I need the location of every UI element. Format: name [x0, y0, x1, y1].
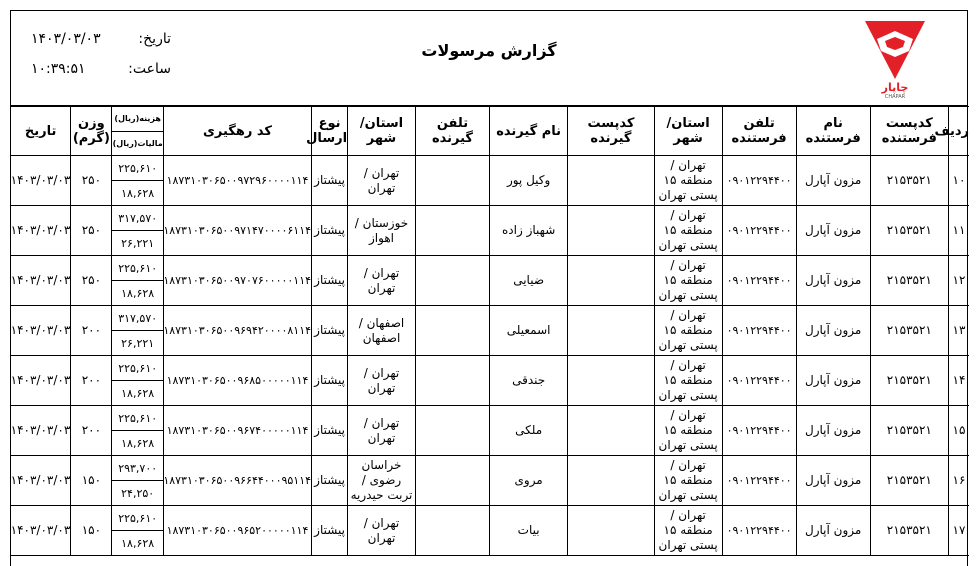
fee-tax-cell: [112, 256, 163, 306]
sender-city-cell: تهران / منطقه ۱۵ پستی تهران: [654, 306, 722, 356]
tracking-cell: ۱۸۷۳۱۰۳۰۶۵۰۰۹۶۵۲۰۰۰۰۰۱۱۴: [163, 506, 311, 556]
chapar-logo: [863, 17, 927, 99]
col-sender-phone: تلفن فرستنده: [722, 107, 796, 156]
fee-tax-cell: [112, 456, 163, 506]
sender-city-cell: تهران / منطقه ۱۵ پستی تهران: [654, 506, 722, 556]
weight-cell: ۲۰۰: [71, 306, 112, 356]
sender-city-cell: تهران / منطقه ۱۵ پستی تهران: [654, 206, 722, 256]
table-row: [11, 506, 969, 556]
sender-id-cell: ۲۱۵۳۵۲۱: [870, 306, 948, 356]
sender-phone-cell: ۰۹۰۱۲۲۹۴۴۰۰: [722, 406, 796, 456]
sender-name-cell: مزون آپارل: [796, 456, 870, 506]
col-sender-city: استان/ شهر: [654, 107, 722, 156]
tax-value: ۱۸,۶۲۸: [112, 530, 162, 555]
receiver-name-cell: مروی: [490, 456, 568, 506]
send-type-cell: پیشتاز: [312, 206, 348, 256]
sender-id-cell: ۲۱۵۳۵۲۱: [870, 156, 948, 206]
sender-phone-cell: ۰۹۰۱۲۲۹۴۴۰۰: [722, 456, 796, 506]
sender-phone-cell: ۰۹۰۱۲۲۹۴۴۰۰: [722, 506, 796, 556]
tracking-cell: ۱۸۷۳۱۰۳۰۶۵۰۰۹۶۶۴۴۰۰۰۹۵۱۱۴: [163, 456, 311, 506]
sender-id-cell: ۲۱۵۳۵۲۱: [870, 456, 948, 506]
col-tax: مالیات(ریال): [112, 131, 162, 156]
col-fee-tax: [112, 107, 163, 156]
fee-tax-cell: [112, 306, 163, 356]
tax-value: ۱۸,۶۲۸: [112, 380, 162, 405]
receiver-name-cell: ضیایی: [490, 256, 568, 306]
sender-name-cell: مزون آپارل: [796, 156, 870, 206]
receiver-city-cell: خوزستان / اهواز: [348, 206, 416, 256]
sender-name-cell: مزون آپارل: [796, 306, 870, 356]
receiver-city-cell: خراسان رضوی / تربت حیدریه: [348, 456, 416, 506]
receiver-name-cell: وکیل پور: [490, 156, 568, 206]
sender-city-cell: تهران / منطقه ۱۵ پستی تهران: [654, 156, 722, 206]
sender-name-cell: مزون آپارل: [796, 506, 870, 556]
receiver-id-cell: [568, 406, 654, 456]
tracking-cell: ۱۸۷۳۱۰۳۰۶۵۰۰۹۷۰۷۶۰۰۰۰۰۱۱۴: [163, 256, 311, 306]
fee-value: ۲۲۵,۶۱۰: [118, 261, 158, 275]
table-row: [11, 156, 969, 206]
tax-value: ۱۸,۶۲۸: [112, 280, 162, 305]
col-tracking: کد رهگیری: [163, 107, 311, 156]
date-cell: ۱۴۰۳/۰۳/۰۳: [11, 406, 71, 456]
date-value: ۱۴۰۳/۰۳/۰۳: [31, 31, 101, 47]
tax-value: ۱۸,۶۲۸: [112, 180, 162, 205]
tracking-cell: ۱۸۷۳۱۰۳۰۶۵۰۰۹۶۷۴۰۰۰۰۰۱۱۴: [163, 406, 311, 456]
date-cell: ۱۴۰۳/۰۳/۰۳: [11, 306, 71, 356]
weight-cell: ۲۰۰: [71, 406, 112, 456]
report-header: [11, 11, 967, 106]
col-weight: وزن (گرم): [71, 107, 112, 156]
receiver-phone-cell: [415, 456, 489, 506]
sender-id-cell: ۲۱۵۳۵۲۱: [870, 406, 948, 456]
receiver-phone-cell: [415, 506, 489, 556]
receiver-id-cell: [568, 456, 654, 506]
weight-cell: ۲۰۰: [71, 356, 112, 406]
table-row: [11, 306, 969, 356]
table-row: [11, 356, 969, 406]
table-row: [11, 256, 969, 306]
sender-phone-cell: ۰۹۰۱۲۲۹۴۴۰۰: [722, 356, 796, 406]
chapar-logo-icon: [863, 17, 927, 99]
fee-value: ۲۲۵,۶۱۰: [118, 511, 158, 525]
receiver-city-cell: تهران / تهران: [348, 356, 416, 406]
send-type-cell: پیشتاز: [312, 306, 348, 356]
sender-city-cell: تهران / منطقه ۱۵ پستی تهران: [654, 406, 722, 456]
time-value: ۱۰:۳۹:۵۱: [31, 61, 86, 77]
sender-name-cell: مزون آپارل: [796, 256, 870, 306]
send-type-cell: پیشتاز: [312, 356, 348, 406]
date-cell: ۱۴۰۳/۰۳/۰۳: [11, 506, 71, 556]
receiver-id-cell: [568, 506, 654, 556]
row-cell: ۱۰: [948, 156, 969, 206]
sender-city-cell: تهران / منطقه ۱۵ پستی تهران: [654, 356, 722, 406]
shipments-table: [11, 106, 969, 556]
fee-tax-cell: [112, 206, 163, 256]
svg-text:CHAPAR: CHAPAR: [884, 94, 906, 100]
receiver-name-cell: ملکی: [490, 406, 568, 456]
tax-value: ۲۴,۲۵۰: [112, 480, 162, 505]
fee-value: ۲۲۵,۶۱۰: [118, 361, 158, 375]
report-title: گزارش مرسولات: [421, 41, 557, 60]
col-receiver-city: استان/ شهر: [348, 107, 416, 156]
tax-value: ۱۸,۶۲۸: [112, 430, 162, 455]
report-page: [10, 10, 968, 566]
sender-city-cell: تهران / منطقه ۱۵ پستی تهران: [654, 256, 722, 306]
fee-tax-cell: [112, 156, 163, 206]
col-fee: هزینه(ریال): [114, 114, 161, 124]
sender-name-cell: مزون آپارل: [796, 406, 870, 456]
sender-name-cell: مزون آپارل: [796, 356, 870, 406]
date-cell: ۱۴۰۳/۰۳/۰۳: [11, 356, 71, 406]
date-cell: ۱۴۰۳/۰۳/۰۳: [11, 456, 71, 506]
receiver-name-cell: شهباز زاده: [490, 206, 568, 256]
col-sender-id: کدپست فرستنده: [870, 107, 948, 156]
sender-name-cell: مزون آپارل: [796, 206, 870, 256]
send-type-cell: پیشتاز: [312, 256, 348, 306]
receiver-city-cell: تهران / تهران: [348, 256, 416, 306]
row-cell: ۱۴: [948, 356, 969, 406]
send-type-cell: پیشتاز: [312, 506, 348, 556]
fee-value: ۲۹۳,۷۰۰: [118, 461, 158, 475]
receiver-name-cell: اسمعیلی: [490, 306, 568, 356]
receiver-city-cell: تهران / تهران: [348, 506, 416, 556]
fee-value: ۲۲۵,۶۱۰: [118, 411, 158, 425]
row-cell: ۱۶: [948, 456, 969, 506]
date-cell: ۱۴۰۳/۰۳/۰۳: [11, 156, 71, 206]
col-sender-name: نام فرستنده: [796, 107, 870, 156]
receiver-id-cell: [568, 156, 654, 206]
sender-city-cell: تهران / منطقه ۱۵ پستی تهران: [654, 456, 722, 506]
sender-phone-cell: ۰۹۰۱۲۲۹۴۴۰۰: [722, 306, 796, 356]
receiver-id-cell: [568, 256, 654, 306]
tracking-cell: ۱۸۷۳۱۰۳۰۶۵۰۰۹۶۹۴۲۰۰۰۰۸۱۱۴: [163, 306, 311, 356]
date-label: تاریخ:: [138, 31, 171, 47]
date-cell: ۱۴۰۳/۰۳/۰۳: [11, 206, 71, 256]
receiver-id-cell: [568, 356, 654, 406]
fee-value: ۳۱۷,۵۷۰: [118, 211, 158, 225]
fee-value: ۲۲۵,۶۱۰: [118, 161, 158, 175]
receiver-id-cell: [568, 206, 654, 256]
receiver-city-cell: تهران / تهران: [348, 406, 416, 456]
date-cell: ۱۴۰۳/۰۳/۰۳: [11, 256, 71, 306]
sender-phone-cell: ۰۹۰۱۲۲۹۴۴۰۰: [722, 206, 796, 256]
receiver-name-cell: بیات: [490, 506, 568, 556]
receiver-phone-cell: [415, 306, 489, 356]
row-cell: ۱۷: [948, 506, 969, 556]
row-cell: ۱۲: [948, 256, 969, 306]
weight-cell: ۱۵۰: [71, 506, 112, 556]
col-receiver-name: نام گیرنده: [490, 107, 568, 156]
table-header-row: [11, 107, 969, 156]
sender-phone-cell: ۰۹۰۱۲۲۹۴۴۰۰: [722, 256, 796, 306]
col-receiver-phone: تلفن گیرنده: [415, 107, 489, 156]
send-type-cell: پیشتاز: [312, 456, 348, 506]
send-type-cell: پیشتاز: [312, 156, 348, 206]
receiver-id-cell: [568, 306, 654, 356]
tracking-cell: ۱۸۷۳۱۰۳۰۶۵۰۰۹۶۸۵۰۰۰۰۰۱۱۴: [163, 356, 311, 406]
tracking-cell: ۱۸۷۳۱۰۳۰۶۵۰۰۹۷۱۴۷۰۰۰۰۶۱۱۴: [163, 206, 311, 256]
receiver-city-cell: اصفهان / اصفهان: [348, 306, 416, 356]
fee-tax-cell: [112, 506, 163, 556]
tax-value: ۲۶,۲۲۱: [112, 330, 162, 355]
receiver-city-cell: تهران / تهران: [348, 156, 416, 206]
row-cell: ۱۵: [948, 406, 969, 456]
col-receiver-id: کدپست گیرنده: [568, 107, 654, 156]
row-cell: ۱۳: [948, 306, 969, 356]
weight-cell: ۱۵۰: [71, 456, 112, 506]
col-send-type: نوع ارسال: [312, 107, 348, 156]
fee-tax-cell: [112, 356, 163, 406]
table-row: [11, 406, 969, 456]
col-row: ردیف: [948, 107, 969, 156]
time-label: ساعت:: [128, 61, 171, 77]
fee-tax-cell: [112, 406, 163, 456]
sender-phone-cell: ۰۹۰۱۲۲۹۴۴۰۰: [722, 156, 796, 206]
sender-id-cell: ۲۱۵۳۵۲۱: [870, 256, 948, 306]
table-row: [11, 456, 969, 506]
row-cell: ۱۱: [948, 206, 969, 256]
sender-id-cell: ۲۱۵۳۵۲۱: [870, 206, 948, 256]
receiver-phone-cell: [415, 206, 489, 256]
tracking-cell: ۱۸۷۳۱۰۳۰۶۵۰۰۹۷۲۹۶۰۰۰۰۱۱۴: [163, 156, 311, 206]
svg-text:چاپار: چاپار: [881, 81, 909, 94]
tax-value: ۲۶,۲۲۱: [112, 230, 162, 255]
col-date: تاریخ: [11, 107, 71, 156]
weight-cell: ۲۵۰: [71, 256, 112, 306]
sender-id-cell: ۲۱۵۳۵۲۱: [870, 356, 948, 406]
fee-value: ۳۱۷,۵۷۰: [118, 311, 158, 325]
receiver-phone-cell: [415, 356, 489, 406]
receiver-phone-cell: [415, 156, 489, 206]
sender-id-cell: ۲۱۵۳۵۲۱: [870, 506, 948, 556]
weight-cell: ۲۵۰: [71, 206, 112, 256]
receiver-name-cell: جندقی: [490, 356, 568, 406]
send-type-cell: پیشتاز: [312, 406, 348, 456]
table-row: [11, 206, 969, 256]
weight-cell: ۲۵۰: [71, 156, 112, 206]
receiver-phone-cell: [415, 406, 489, 456]
receiver-phone-cell: [415, 256, 489, 306]
